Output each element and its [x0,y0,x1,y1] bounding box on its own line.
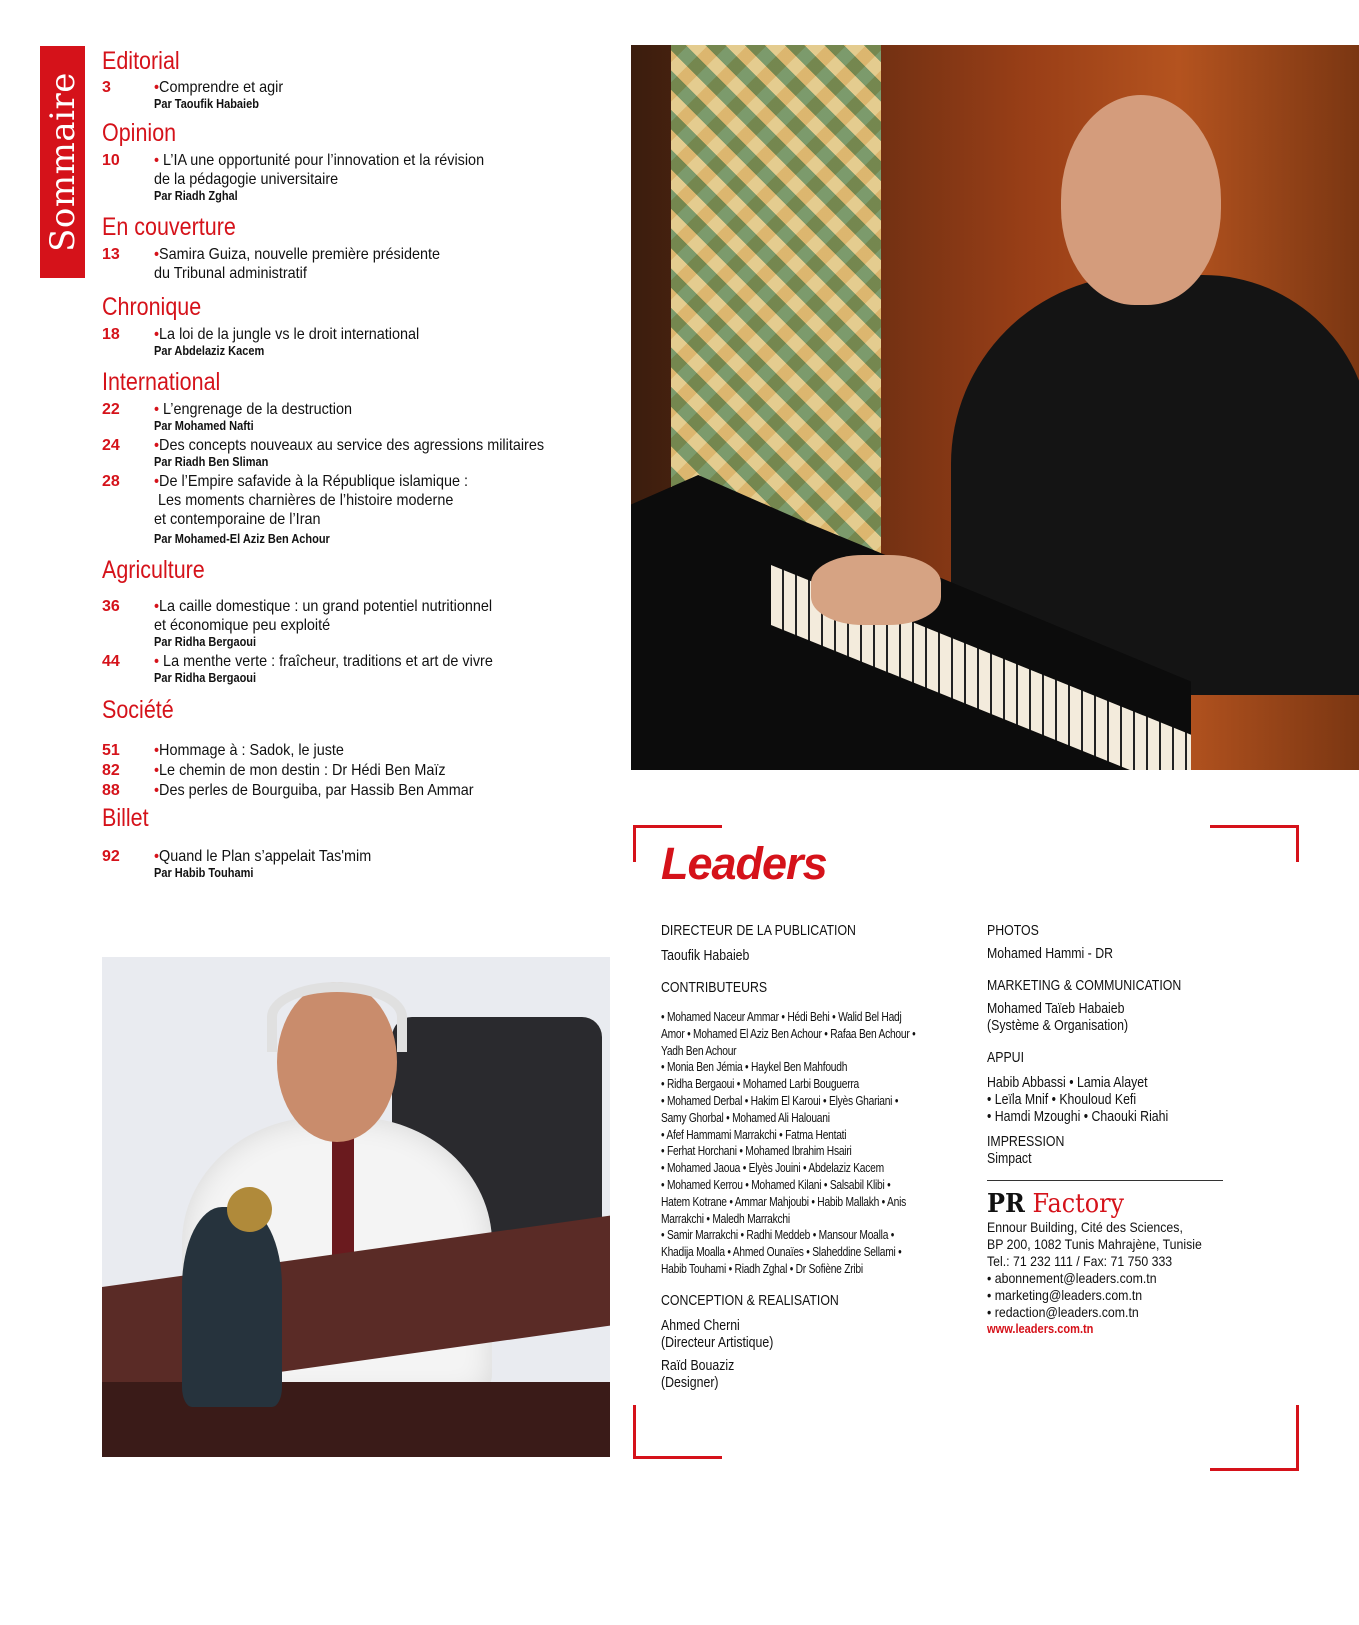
impression-value: Simpact [987,1151,1032,1167]
section-title-societe: Société [102,696,174,724]
contributor-line: • Ridha Bergaoui • Mohamed Larbi Bouguerra [661,1077,859,1092]
page-number: 28 [102,473,120,490]
section-title-opinion: Opinion [102,119,177,147]
contributor-line: • Ferhat Horchani • Mohamed Ibrahim Hsairi [661,1144,852,1159]
contributor-line: • Monia Ben Jémia • Haykel Ben Mahfoudh [661,1060,848,1075]
toc-entry[interactable]: 13 •Samira Guiza, nouvelle première présidente du Tribunal administratif [102,245,622,283]
section-title-chronique: Chronique [102,293,202,321]
article-title-line: Les moments charnières de l’histoire moderne [158,492,454,509]
divider [987,1180,1223,1181]
impression-label: IMPRESSION [987,1134,1065,1150]
page-number: 24 [102,437,120,454]
marketing-role: (Système & Organisation) [987,1018,1129,1034]
desk-front [102,1382,610,1457]
article-title: L’IA une opportunité pour l’innovation et la révision [163,152,485,169]
contributor-line: Khadija Moalla • Ahmed Ounaïes • Slaheddine Sellami • [661,1245,902,1260]
figure-head [1061,95,1221,305]
article-author: Par Taoufik Habaieb [154,97,259,111]
toc-entry[interactable]: 51 •Hommage à : Sadok, le juste [102,742,344,759]
address-line: Tel.: 71 232 111 / Fax: 71 750 333 [987,1253,1173,1269]
leaders-logo: Leaders [661,838,827,889]
toc-entry[interactable]: 88 •Des perles de Bourguiba, par Hassib Ben Ammar [102,782,474,799]
page-number: 10 [102,152,120,169]
directeur-name: Taoufik Habaieb [661,948,750,964]
section-title-billet: Billet [102,804,149,832]
appui-line: • Leïla Mnif • Khouloud Kefi [987,1092,1137,1108]
pr-factory-logo: PR Factory [987,1189,1125,1219]
page-number: 92 [102,848,120,865]
photos-label: PHOTOS [987,923,1039,939]
toc-entry[interactable]: 36 •La caille domestique : un grand potentiel nutritionnel et économique peu exploité Par Ridha Bergaoui [102,597,622,650]
article-author: Par Mohamed-El Aziz Ben Achour [154,532,330,546]
contributeurs-label: CONTRIBUTEURS [661,980,768,996]
article-author: Par Ridha Bergaoui [154,635,257,649]
appui-line: • Hamdi Mzoughi • Chaouki Riahi [987,1109,1169,1125]
contributor-line: Marrakchi • Maledh Marrakchi [661,1211,790,1226]
frame-corner [633,1405,722,1459]
conception-role: (Designer) [661,1374,719,1391]
section-title-editorial: Editorial [102,47,180,75]
sommaire-tab [40,46,85,278]
article-author: Par Mohamed Nafti [154,419,254,433]
article-author: Par Abdelaziz Kacem [154,344,265,358]
figure-hands [811,555,941,625]
page-number: 36 [102,598,120,615]
article-author: Par Riadh Zghal [154,189,238,203]
toc-entry[interactable]: 10 • L’IA une opportunité pour l’innovation et la révision de la pédagogie universitaire Par Riadh Zghal [102,151,622,204]
frame-corner [1210,825,1299,862]
article-title: L’engrenage de la destruction [163,401,352,418]
contributor-line: • Afef Hammami Marrakchi • Fatma Hentati [661,1127,847,1142]
frame-corner [1210,1405,1299,1471]
contributeurs-list [661,1009,951,1278]
contributor-line: • Mohamed Kerrou • Mohamed Kilani • Salsabil Klibi • [661,1177,891,1192]
appui-line: Habib Abbassi • Lamia Alayet [987,1075,1148,1091]
masthead-left-column [661,922,951,1392]
toc-entry[interactable]: 92 •Quand le Plan s’appelait Tas'mim Par Habib Touhami [102,847,622,881]
contributor-line: Hatem Kotrane • Ammar Mahjoubi • Habib Mallakh • Anis [661,1194,906,1209]
toc-entry[interactable]: 24 •Des concepts nouveaux au service des agressions militaires Par Riadh Ben Sliman [102,436,622,470]
photo-pianist [631,45,1359,770]
article-title: Samira Guiza, nouvelle première présidente [159,246,440,263]
conception-label: CONCEPTION & REALISATION [661,1292,839,1309]
section-title-agriculture: Agriculture [102,556,205,584]
directeur-label: DIRECTEUR DE LA PUBLICATION [661,923,856,939]
conception-role: (Directeur Artistique) [661,1334,774,1351]
toc-entry[interactable]: 22 • L’engrenage de la destruction Par Mohamed Nafti [102,400,622,434]
tie [332,1137,354,1267]
masthead-right-column [987,922,1247,1337]
article-title: Des perles de Bourguiba, par Hassib Ben Ammar [159,782,474,799]
toc-entry[interactable]: 18 •La loi de la jungle vs le droit international Par Abdelaziz Kacem [102,325,622,359]
section-title-international: International [102,368,221,396]
page-number: 3 [102,79,111,96]
section-title-couverture: En couverture [102,213,236,241]
email-link[interactable]: • marketing@leaders.com.tn [987,1287,1143,1303]
toc-entry[interactable]: 44 • La menthe verte : fraîcheur, traditions et art de vivre Par Ridha Bergaoui [102,652,622,686]
page-number: 82 [102,762,120,779]
appui-label: APPUI [987,1050,1024,1066]
contributor-line: • Mohamed Jaoua • Elyès Jouini • Abdelaziz Kacem [661,1161,884,1176]
article-title: Hommage à : Sadok, le juste [159,742,344,759]
article-author: Par Riadh Ben Sliman [154,455,269,469]
toc-entry[interactable]: 82 •Le chemin de mon destin : Dr Hédi Ben Maïz [102,762,446,779]
email-link[interactable]: • redaction@leaders.com.tn [987,1304,1139,1320]
conception-name: Ahmed Cherni [661,1317,740,1334]
article-author: Par Habib Touhami [154,866,254,880]
article-title-line: et économique peu exploité [154,617,331,634]
article-title: Comprendre et agir [159,79,284,96]
figure-hair [267,982,407,1052]
page-number: 18 [102,326,120,343]
article-title: La loi de la jungle vs le droit international [159,326,420,343]
conception-name: Raïd Bouaziz [661,1357,735,1374]
article-title: Quand le Plan s’appelait Tas'mim [159,848,372,865]
article-title: Le chemin de mon destin : Dr Hédi Ben Maïz [159,762,446,779]
marketing-name: Mohamed Taïeb Habaieb [987,1001,1125,1017]
article-title-line: de la pédagogie universitaire [154,171,339,188]
page-number: 22 [102,401,120,418]
table-of-contents [102,46,622,881]
website-link[interactable]: www.leaders.com.tn [987,1321,1094,1336]
address-line: BP 200, 1082 Tunis Mahrajène, Tunisie [987,1236,1202,1252]
contributor-line: Yadh Ben Achour [661,1043,737,1058]
photo-doctor [102,957,610,1457]
article-author: Par Ridha Bergaoui [154,671,257,685]
marketing-label: MARKETING & COMMUNICATION [987,978,1182,994]
contributor-line: • Mohamed Derbal • Hakim El Karoui • Elyès Ghariani • [661,1093,899,1108]
page-number: 44 [102,653,120,670]
article-title-line: et contemporaine de l’Iran [154,511,321,528]
article-title-line: du Tribunal administratif [154,265,307,282]
article-title: La menthe verte : fraîcheur, traditions et art de vivre [163,653,493,670]
sommaire-label: Sommaire [42,72,83,252]
contributor-line: Samy Ghorbal • Mohamed Ali Halouani [661,1110,830,1125]
contributor-line: • Mohamed Naceur Ammar • Hédi Behi • Walid Bel Hadj [661,1010,902,1024]
page-number: 51 [102,742,120,759]
sculpture [182,1207,282,1407]
contributor-line: Amor • Mohamed El Aziz Ben Achour • Rafaa Ben Achour • [661,1026,916,1041]
toc-entry[interactable]: 28 •De l’Empire safavide à la République islamique : Les moments charnières de l’histoire moderne et contemporaine de l’Iran Par Mohamed-El Aziz Ben Achour [102,472,622,547]
email-link[interactable]: • abonnement@leaders.com.tn [987,1270,1157,1286]
page-number: 88 [102,782,120,799]
article-title: Des concepts nouveaux au service des agressions militaires [159,437,545,454]
article-title: La caille domestique : un grand potentiel nutritionnel [159,598,493,615]
sculpture-orb [227,1187,272,1232]
photos-credit: Mohamed Hammi - DR [987,946,1114,962]
toc-entry[interactable]: 3 •Comprendre et agir Par Taoufik Habaieb [102,78,622,112]
contributor-line: Habib Touhami • Riadh Zghal • Dr Sofiène Zribi [661,1261,863,1276]
article-title: De l’Empire safavide à la République islamique : [159,473,469,490]
contributor-line: • Samir Marrakchi • Radhi Meddeb • Mansour Moalla • [661,1228,895,1243]
page-number: 13 [102,246,120,263]
address-line: Ennour Building, Cité des Sciences, [987,1219,1183,1235]
